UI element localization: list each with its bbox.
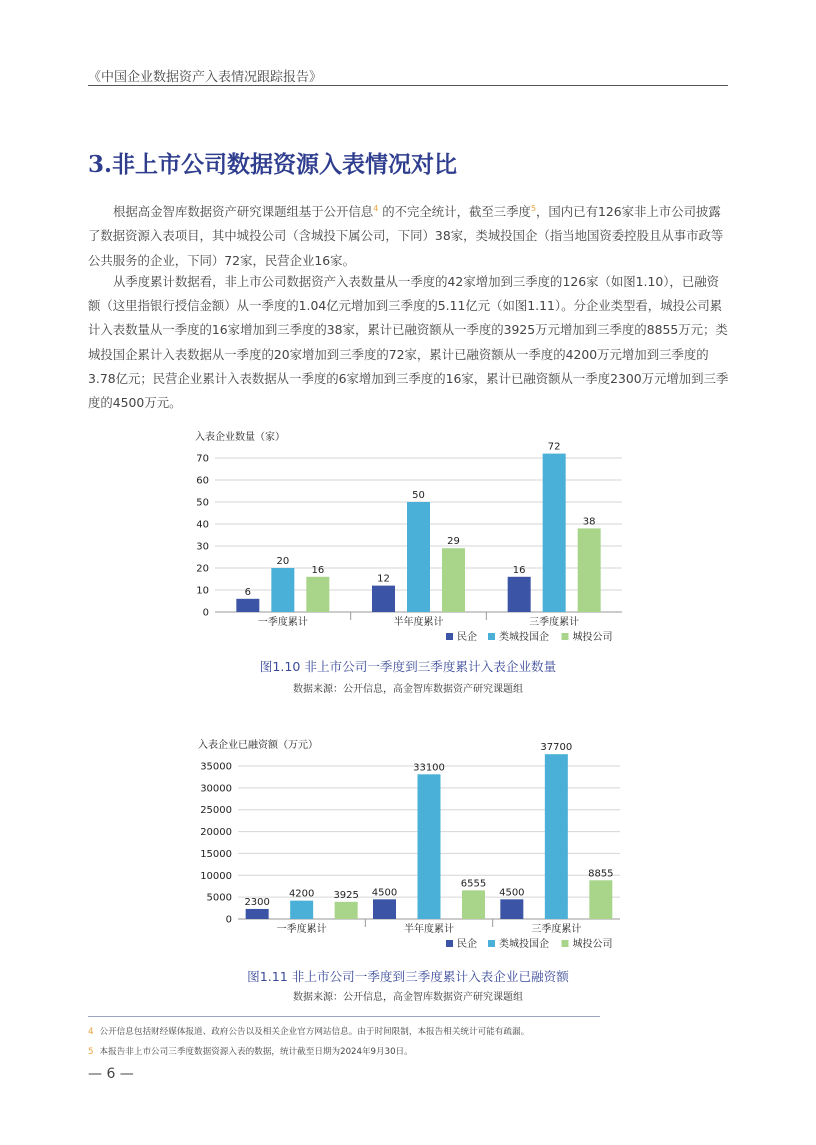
section-title: 3.非上市公司数据资源入表情况对比	[88, 151, 458, 178]
chart-bar	[246, 909, 269, 919]
chart-legend-swatch	[562, 633, 569, 640]
chart-bar	[271, 568, 294, 612]
chart-legend-label: 民企	[457, 632, 477, 643]
chart-enterprise-count	[0, 425, 816, 650]
chart-y-axis-title: 入表企业数量（家）	[195, 432, 285, 443]
chart-y-tick-label: 40	[196, 519, 209, 531]
chart-y-tick-label: 10	[196, 585, 209, 597]
chart-bar	[418, 774, 441, 919]
chart-legend-swatch	[488, 940, 495, 947]
footnote-5	[88, 1045, 413, 1057]
header-divider	[88, 85, 728, 86]
chart-bar	[290, 901, 313, 919]
chart-data-label: 4200	[288, 888, 315, 900]
chart-y-tick-label: 10000	[200, 870, 232, 882]
chart-data-label: 38	[582, 516, 596, 528]
chart-bar	[372, 586, 395, 612]
chart-legend-swatch	[446, 940, 453, 947]
chart-x-tick-label: 三季度累计	[531, 924, 582, 935]
chart-bar	[543, 454, 566, 612]
paragraph-2: 从季度累计数据看，非上市公司数据资产入表数量从一季度的42家增加到三季度的126家（如图1.10），已融资额（这里指银行授信金额）从一季度的1.04亿元增加到三季度的5.11亿元（如图1.11）。分企业类型看，城投公司累计入表数量从一季度的16家增加到三季度的38家，累计已融资额从一季度的3925万元增加到三季度的8855万元；类城投国企累计入表数据从一季度的20家增加到三季度的72家，累计已融资额从一季度的4200万元增加到三季度的3.78亿元；民营企业累计入表数据从一季度的6家增加到三季度的16家，累计已融资额从一季度2300万元增加到三季度的4500万元。	[88, 274, 729, 411]
chart-bar	[589, 880, 612, 919]
chart-y-tick-label: 5000	[206, 892, 232, 904]
chart-x-tick-label: 一季度累计	[257, 617, 308, 628]
chart-x-tick-label: 一季度累计	[276, 924, 327, 935]
chart-data-label: 4500	[371, 887, 398, 899]
chart-y-tick-label: 60	[196, 475, 209, 487]
chart-bar	[407, 502, 430, 612]
page-number: — 6 —	[88, 1066, 134, 1082]
chart-data-label: 2300	[244, 896, 270, 908]
chart-x-tick-label: 半年度累计	[393, 617, 444, 628]
paragraph-1-part-c: ，国内已有126家非上市公司披露了数据资源入表项目，其中城投公司（含城投下属公司，下同）38家，类城投国企（指当地国资委控股且从事市政等公共服务的企业，下同）72家，民营企业16家。	[88, 204, 724, 268]
chart-data-label: 29	[447, 536, 460, 548]
chart-y-tick-label: 30000	[200, 783, 232, 795]
chart-legend-swatch	[488, 633, 495, 640]
figure-1-10-source: 数据来源：公开信息，高金智库数据资产研究课题组	[293, 684, 523, 695]
chart-data-label: 37700	[540, 742, 573, 754]
chart-bar	[373, 899, 396, 919]
chart-bar	[236, 599, 259, 612]
chart-bar	[335, 902, 358, 919]
footnote-ref-4[interactable]: 4	[373, 204, 379, 213]
chart-bar	[442, 548, 465, 612]
chart-data-label: 4500	[499, 887, 525, 899]
footnote-5-text: 本报告非上市公司三季度数据资源入表的数据，统计截至日期为2024年9月30日。	[99, 1047, 413, 1057]
chart-y-tick-label: 20000	[200, 827, 232, 839]
paragraph-1-part-a: 根据高金智库数据资产研究课题组基于公开信息	[113, 204, 374, 220]
footnote-divider	[88, 1016, 600, 1017]
chart-financing-amount	[0, 734, 816, 959]
chart-legend-label: 民企	[457, 939, 477, 950]
running-header: 《中国企业数据资产入表情况跟踪报告》	[88, 70, 323, 85]
chart-x-tick-label: 三季度累计	[529, 617, 580, 628]
chart-x-tick-label: 半年度累计	[404, 924, 454, 935]
chart-y-tick-label: 0	[225, 914, 232, 926]
chart-legend-label: 类城投国企	[499, 939, 549, 950]
footnote-4	[88, 1025, 529, 1037]
chart-data-label: 72	[547, 441, 561, 453]
chart-legend-label: 类城投国企	[499, 632, 549, 643]
chart-y-tick-label: 20	[196, 563, 209, 575]
footnote-ref-5[interactable]: 5	[530, 204, 537, 213]
chart-legend-swatch	[562, 940, 569, 947]
chart-data-label: 20	[276, 556, 290, 567]
figure-1-11-source: 数据来源：公开信息，高金智库数据资产研究课题组	[293, 992, 523, 1003]
chart-legend-swatch	[446, 633, 453, 640]
chart-data-label: 12	[377, 573, 390, 585]
chart-y-tick-label: 50	[196, 497, 209, 509]
chart-legend-label: 城投公司	[572, 632, 613, 643]
chart-y-tick-label: 30	[196, 541, 209, 553]
chart-bar	[508, 577, 531, 612]
paragraph-1	[88, 197, 730, 273]
figure-1-10-caption: 图1.10 非上市公司一季度到三季度累计入表企业数量	[259, 659, 557, 674]
chart-data-label: 3925	[333, 889, 359, 901]
chart-data-label: 33100	[413, 762, 445, 774]
footnote-4-number: 4	[88, 1027, 94, 1037]
chart-y-tick-label: 35000	[200, 761, 232, 773]
chart-data-label: 6555	[460, 878, 487, 890]
footnote-5-number: 5	[88, 1047, 94, 1057]
chart-bar	[500, 899, 523, 919]
chart-bar	[306, 577, 329, 612]
footnote-4-text: 公开信息包括财经媒体报道、政府公告以及相关企业官方网站信息。由于时间限制，本报告相关统计可能有疏漏。	[99, 1027, 530, 1037]
chart-data-label: 8855	[588, 868, 614, 880]
chart-y-tick-label: 0	[202, 607, 209, 619]
chart-y-tick-label: 25000	[200, 805, 232, 817]
figure-1-11-caption: 图1.11 非上市公司一季度到三季度累计入表企业已融资额	[247, 969, 569, 984]
chart-bar	[578, 528, 601, 612]
chart-legend-label: 城投公司	[572, 939, 613, 950]
chart-data-label: 50	[412, 490, 425, 501]
chart-y-tick-label: 70	[196, 453, 209, 465]
chart-y-axis-title: 入表企业已融资额（万元）	[198, 740, 318, 751]
chart-bar	[462, 890, 485, 919]
paragraph-1-part-b: 的不完全统计，截至三季度	[382, 204, 531, 220]
chart-y-tick-label: 15000	[200, 848, 232, 860]
chart-data-label: 6	[244, 586, 252, 598]
chart-data-label: 16	[512, 564, 526, 576]
chart-data-label: 16	[311, 564, 325, 576]
chart-bar	[545, 754, 568, 919]
